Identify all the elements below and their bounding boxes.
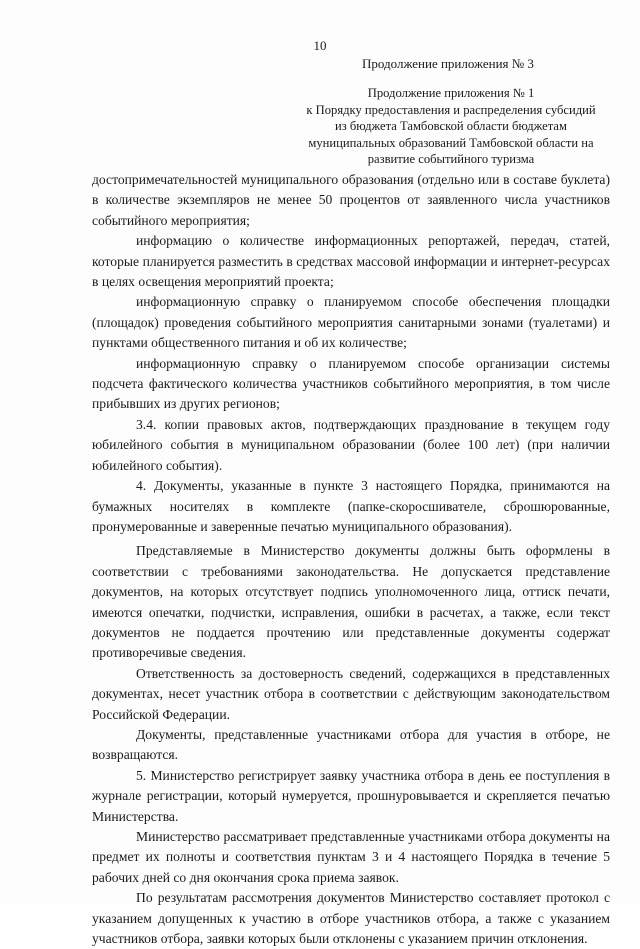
body-paragraph: информационную справку о планируемом способе обеспечения площадки (площадок) проведения событийного мероприятия санитарными зонами (туалетами) и пунктами общественного питания и об их количестве; <box>92 294 610 351</box>
body-paragraph: Министерство рассматривает представленные участниками отбора документы на предмет их полноты и соответствия пунктам 3 и 4 настоящего Порядка в течение 5 рабочих дней со дня окончания срока приема заявок. <box>92 829 610 885</box>
body-paragraph: информационную справку о планируемом способе организации системы подсчета фактического количества участников событийного мероприятия, в том числе прибывших из других регионов; <box>92 355 610 412</box>
body-paragraph: По результатам рассмотрения документов Министерство составляет протокол с указанием допущенных к участию в отборе участников отбора, а также с указанием участников отбора, заявки которых были отклонены с указанием причин отклонения. <box>92 890 610 947</box>
header-line: муниципальных образований Тамбовской области на <box>308 135 594 150</box>
body-paragraph: 5. Министерство регистрирует заявку участника отбора в день ее поступления в журнале регистрации, который нумеруется, прошнуровывается и скрепляется печатью Министерства. <box>92 767 610 824</box>
body-paragraph: 3.4. копии правовых актов, подтверждающих празднование в текущем году юбилейного события в муниципальном образовании (более 100 лет) (при наличии юбилейного события). <box>92 416 610 473</box>
body-paragraph: 4. Документы, указанные в пункте 3 настоящего Порядка, принимаются на бумажных носителях в комплекте (папке-скоросшивателе, сброшюрованные, пронумерованные и заверенные печатью муниципального образования). <box>92 478 610 534</box>
body-paragraph: Документы, представленные участниками отбора для участия в отборе, не возвращаются. <box>92 726 610 763</box>
header-line: к Порядку предоставления и распределения субсидий <box>306 102 596 117</box>
header-line: Продолжение приложения № 1 <box>367 86 535 100</box>
header-line: из бюджета Тамбовской области бюджетам <box>335 119 567 133</box>
page-number: 10 <box>313 38 327 53</box>
appendix-header <box>296 85 606 168</box>
body-paragraph: достопримечательностей муниципального образования (отдельно или в составе буклета) в количестве экземпляров не менее 50 процентов от заявленного числа участников событийного мероприятия; <box>92 172 610 228</box>
body-paragraph: Представляемые в Министерство документы должны быть оформлены в соответствии с требованиями законодательства. Не допускается представление документов, на которых отсутствует подпись уполномоченного лица, оттиск печати, имеются опечатки, подчистки, исправления, ошибки в расчетах, а также, если текст документов не поддается прочтению или представленные документы содержат противоречивые сведения. <box>92 543 610 661</box>
appendix-continuation-label: Продолжение приложения № 3 <box>362 56 534 71</box>
body-paragraph: информацию о количестве информационных репортажей, передач, статей, которые планируется разместить в средствах массовой информации и интернет-ресурсах в целях освещения мероприятий проекта; <box>92 233 610 290</box>
header-line: развитие событийного туризма <box>367 152 535 166</box>
body-paragraph: Ответственность за достоверность сведений, содержащихся в представленных документах, несет участник отбора в соответствии с действующим законодательством Российской Федерации. <box>92 665 610 722</box>
document-body <box>92 170 610 949</box>
